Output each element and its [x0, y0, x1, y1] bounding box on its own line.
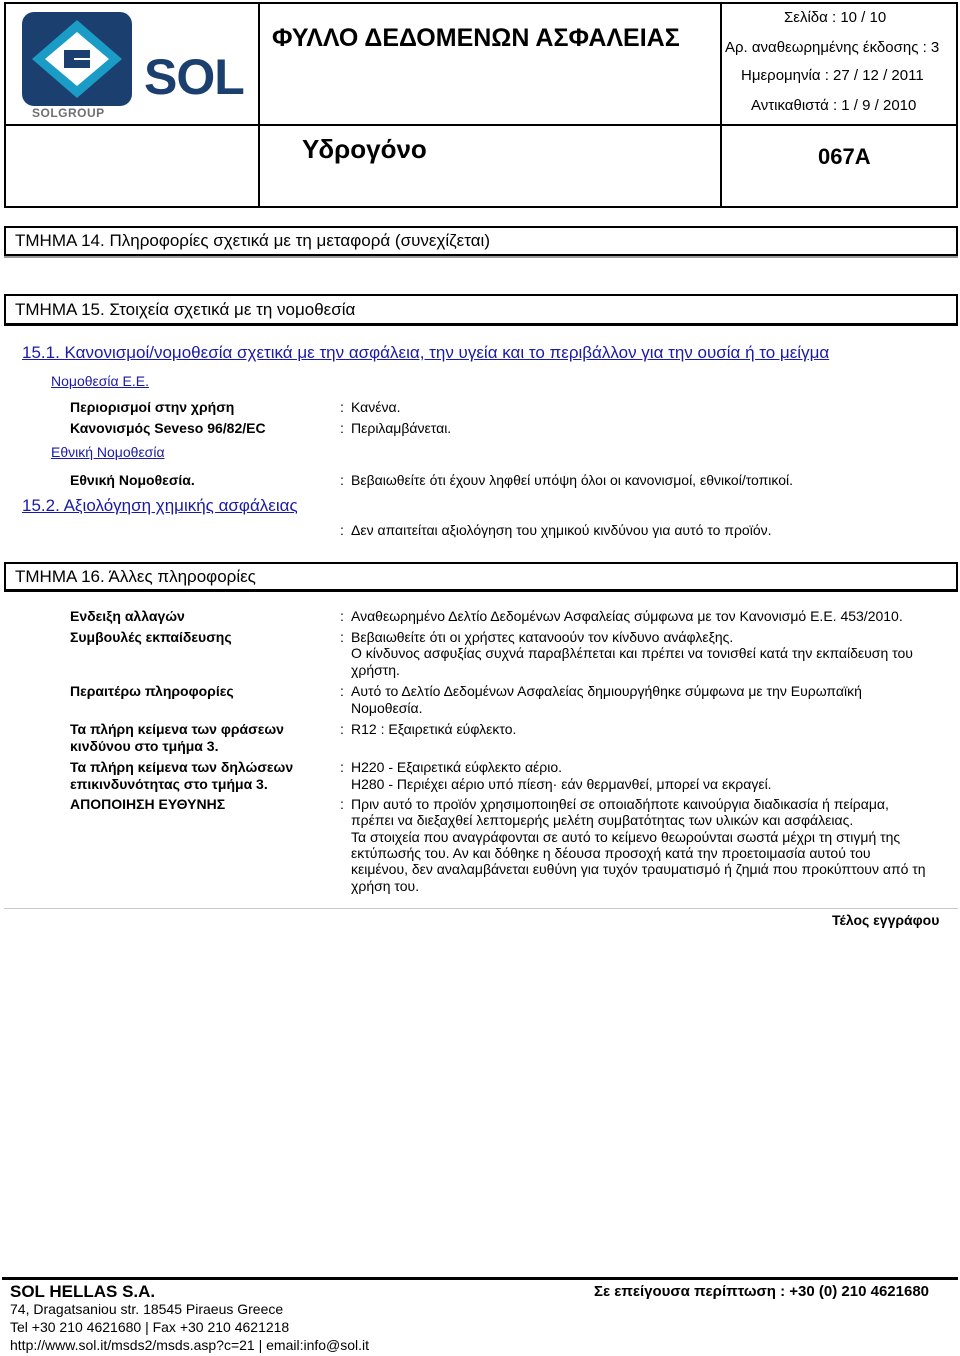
h-statement-line: H280 - Περιέχει αέριο υπό πίεση· εάν θερμανθεί, μπορεί να εκραγεί.	[351, 776, 772, 792]
section-15-header	[4, 294, 958, 326]
seveso-label: Κανονισμός Seveso 96/82/EC	[70, 420, 266, 436]
section-15-title: ΤΜΗΜΑ 15. Στοιχεία σχετικά με τη νομοθεσία	[15, 300, 356, 319]
training-label: Συμβουλές εκπαίδευσης	[70, 629, 232, 645]
product-name: Υδρογόνο	[302, 134, 427, 164]
r-phrases-label: Τα πλήρη κείμενα των φράσεων	[70, 721, 284, 737]
restrictions-value: Κανένα.	[351, 399, 401, 415]
section-16-header	[4, 562, 958, 592]
r-phrases-value: R12 : Εξαιρετικά εύφλεκτο.	[351, 721, 517, 737]
footer-phones: Tel +30 210 4621680 | Fax +30 210 4621218	[10, 1319, 290, 1335]
seveso-value: Περιλαμβάνεται.	[351, 420, 452, 436]
header-divider	[6, 124, 258, 126]
subsection-15-2-title: 15.2. Αξιολόγηση χημικής ασφάλειας	[22, 496, 298, 515]
colon: :	[340, 759, 344, 775]
logo-group-text: SOLGROUP	[32, 106, 105, 120]
footer-emergency: Σε επείγουσα περίπτωση : +30 (0) 210 4621680	[594, 1283, 930, 1300]
header-divider	[258, 124, 956, 126]
footer-web: http://www.sol.it/msds2/msds.asp?c=21 | email:info@sol.it	[10, 1337, 370, 1353]
further-info-label: Περαιτέρω πληροφορίες	[70, 683, 234, 699]
changes-value: Αναθεωρημένο Δελτίο Δεδομένων Ασφαλείας σύμφωνα με τον Κανονισμό Ε.Ε. 453/2010.	[351, 608, 903, 624]
subsection-15-1-title: 15.1. Κανονισμοί/νομοθεσία σχετικά με την ασφάλεια, την υγεία και το περιβάλλον για την ουσία ή το μείγμα	[22, 343, 830, 362]
training-line: Βεβαιωθείτε ότι οι χρήστες κατανοούν τον κίνδυνο ανάφλεξης.	[351, 629, 734, 645]
colon: :	[340, 796, 344, 812]
chemical-safety-value: Δεν απαιτείται αξιολόγηση του χημικού κινδύνου για αυτό το προϊόν.	[351, 522, 772, 538]
product-code: 067A	[818, 144, 871, 169]
logo-wordmark: SOL	[144, 49, 244, 105]
header-divider	[258, 4, 260, 206]
document-header	[4, 2, 958, 208]
footer-address: 74, Dragatsaniou str. 18545 Piraeus Greece	[10, 1301, 284, 1317]
colon: :	[340, 472, 344, 488]
footer-company: SOL HELLAS S.A.	[10, 1282, 156, 1301]
document-title: ΦΥΛΛΟ ΔΕΔΟΜΕΝΩΝ ΑΣΦΑΛΕΙΑΣ	[272, 24, 680, 52]
national-legislation-heading: Εθνική Νομοθεσία	[51, 444, 165, 460]
disclaimer-line: κειμένου, δεν αναλαμβάνεται ευθύνη για τυχόν τραυματισμό ή ζημιά που προκύπτουν από τη	[351, 861, 926, 877]
colon: :	[340, 420, 344, 436]
section-16-title: ΤΜΗΜΑ 16. Άλλες πληροφορίες	[15, 567, 256, 586]
colon: :	[340, 683, 344, 699]
divider	[4, 908, 958, 909]
further-info-line: Νομοθεσία.	[351, 700, 423, 716]
disclaimer-line: πρέπει να διεξαχθεί λεπτομερής μελέτη συμβατότητας των υλικών και ασφάλειας.	[351, 812, 854, 828]
section-14-title: ΤΜΗΜΑ 14. Πληροφορίες σχετικά με τη μεταφορά (συνεχίζεται)	[15, 231, 490, 250]
eu-legislation-heading: Νομοθεσία Ε.Ε.	[51, 373, 149, 389]
r-phrases-label: κινδύνου στο τμήμα 3.	[70, 738, 219, 754]
colon: :	[340, 399, 344, 415]
h-statements-label: Τα πλήρη κείμενα των δηλώσεων	[70, 759, 294, 775]
disclaimer-line: Πριν αυτό το προϊόν χρησιμοποιηθεί σε οποιαδήποτε καινούργια διαδικασία ή πείραμα,	[351, 796, 889, 812]
colon: :	[340, 721, 344, 737]
training-line: Ο κίνδυνος ασφυξίας συχνά παραβλέπεται και πρέπει να τονισθεί κατά την εκπαίδευση του	[351, 645, 913, 661]
national-legislation-value: Βεβαιωθείτε ότι έχουν ληφθεί υπόψη όλοι οι κανονισμοί, εθνικοί/τοπικοί.	[351, 472, 794, 488]
colon: :	[340, 522, 344, 538]
footer-divider	[2, 1277, 958, 1280]
colon: :	[340, 629, 344, 645]
page-number: Σελίδα : 10 / 10	[784, 9, 887, 26]
end-of-document: Τέλος εγγράφου	[832, 912, 940, 928]
h-statement-line: H220 - Εξαιρετικά εύφλεκτο αέριο.	[351, 759, 563, 775]
further-info-line: Αυτό το Δελτίο Δεδομένων Ασφαλείας δημιουργήθηκε σύμφωνα με την Ευρωπαϊκή	[351, 683, 862, 699]
disclaimer-label: ΑΠΟΠΟΙΗΣΗ ΕΥΘΥΝΗΣ	[70, 796, 226, 812]
national-legislation-label: Εθνική Νομοθεσία.	[70, 472, 195, 488]
sol-diamond-logo-icon	[18, 10, 136, 110]
supersedes-date: Αντικαθιστά : 1 / 9 / 2010	[751, 97, 917, 114]
revision-number: Αρ. αναθεωρημένης έκδοσης : 3	[725, 39, 940, 56]
header-divider	[720, 4, 722, 206]
company-logo	[18, 10, 254, 124]
disclaimer-line: Τα στοιχεία που αναγράφονται σε αυτό το κείμενο θεωρούνται σωστά μέχρι τη στιγμή της	[351, 829, 901, 845]
changes-label: Ενδειξη αλλαγών	[70, 608, 185, 624]
h-statements-label: επικινδυνότητας στο τμήμα 3.	[70, 776, 268, 792]
issue-date: Ημερομηνία : 27 / 12 / 2011	[741, 67, 924, 84]
disclaimer-line: εκτύπωσής του. Αν και δόθηκε η δέουσα προσοχή κατά την προετοιμασία αυτού του	[351, 845, 871, 861]
restrictions-label: Περιορισμοί στην χρήση	[70, 399, 235, 415]
section-14-header	[4, 226, 958, 256]
colon: :	[340, 608, 344, 624]
training-line: χρήστη.	[351, 662, 400, 678]
disclaimer-line: χρήση του.	[351, 878, 420, 894]
